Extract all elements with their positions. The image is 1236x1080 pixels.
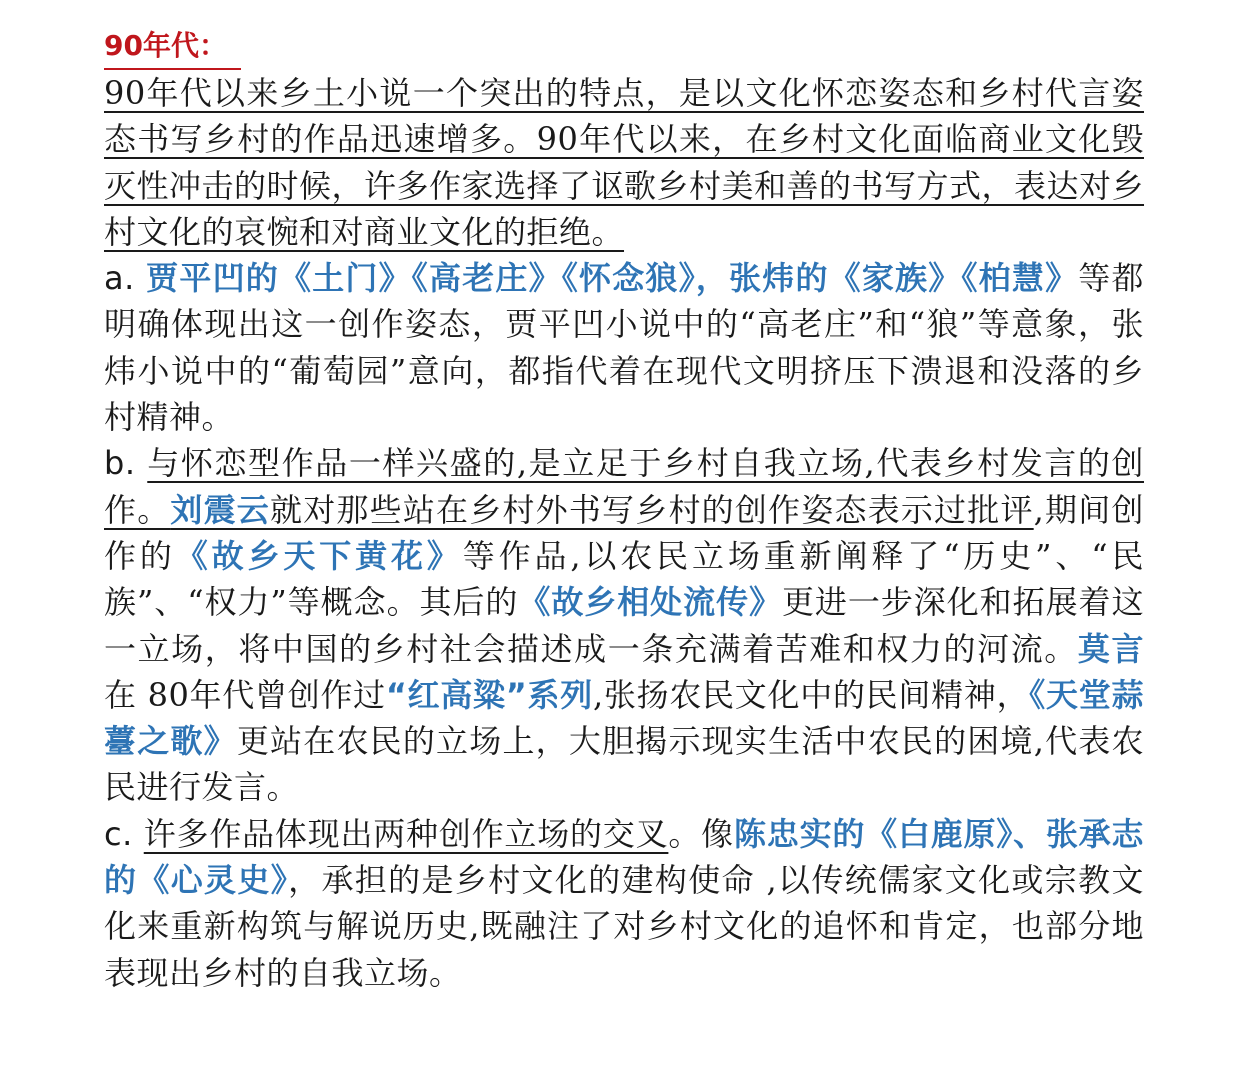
item-b-text-4: 在 80年代曾创作过 — [104, 675, 386, 714]
item-b-underline-1: 与怀恋型作品一样兴盛的,是立足于乡村自我立场,代表乡村发言的创作。 — [104, 444, 1144, 529]
item-b-text-6: 更站在农民的立场上，大胆揭示现实生活中农民的困境,代表农民进行发言。 — [104, 722, 1144, 807]
document-page — [104, 22, 1144, 996]
intro-text: 90年代以来乡土小说一个突出的特点，是以文化怀恋姿态和乡村代言姿态书写乡村的作品迅速增多。90年代以来，在乡村文化面临商业文化毁灭性冲击的时候，许多作家选择了讴歌乡村美和善的书写方式，表达对乡村文化的哀惋和对商业文化的拒绝。 — [104, 74, 1145, 251]
item-c-underline: 许多作品体现出两种创作立场的交叉 — [143, 814, 669, 853]
paragraph-c — [104, 811, 1144, 996]
item-b-highlight-liu: 刘震云 — [170, 490, 271, 529]
item-b-text-5: ,张扬农民文化中的民间精神， — [593, 675, 1030, 714]
item-b-highlight-moyan: 莫言 — [1077, 629, 1144, 668]
item-b-marker: b. — [104, 444, 148, 483]
item-b-text-1: ,期间创作的 — [104, 490, 1144, 575]
section-heading: 90年代： — [104, 22, 241, 70]
item-b-highlight-honggaoliang: “红高粱”系列 — [385, 675, 594, 714]
item-a-highlight: 贾平凹的《土门》《高老庄》《怀念狼》，张炜的《家族》《柏慧》 — [146, 259, 1079, 298]
item-b-text-3: 更进一步深化和拓展着这一立场，将中国的乡村社会描述成一条充满着苦难和权力的河流。 — [104, 583, 1144, 668]
item-b-highlight-liuchuan: 《故乡相处流传》 — [518, 583, 782, 622]
paragraph-b — [104, 440, 1144, 810]
intro-paragraph — [104, 70, 1144, 255]
item-c-marker: c. — [104, 814, 144, 853]
item-a-text: 等都明确体现出这一创作姿态，贾平凹小说中的“高老庄”和“狼”等意象，张炜小说中的“葡萄园”意向，都指代着在现代文明挤压下溃退和没落的乡村精神。 — [104, 259, 1145, 437]
item-b-highlight-suantai: 《天堂蒜薹之歌》 — [104, 675, 1144, 761]
paragraph-a — [104, 255, 1144, 440]
item-c-text-2: ，承担的是乡村文化的建构使命 ,以传统儒家文化或宗教文化来重新构筑与解说历史,既融注了对乡村文化的追怀和肯定，也部分地表现出乡村的自我立场。 — [104, 861, 1144, 992]
item-a-marker: a. — [104, 259, 147, 298]
item-b-highlight-huanghua: 《故乡天下黄花》 — [175, 536, 463, 575]
item-b-underline-2: 就对那些站在乡村外书写乡村的创作姿态表示过批评 — [270, 490, 1034, 529]
item-c-highlight: 陈忠实的《白鹿原》、张承志的《心灵史》 — [104, 814, 1144, 900]
item-b-text-2: 等作品,以农民立场重新阐释了“历史”、“民族”、“权力”等概念。其后的 — [104, 536, 1144, 622]
item-c-text-1: 。像 — [668, 814, 734, 853]
